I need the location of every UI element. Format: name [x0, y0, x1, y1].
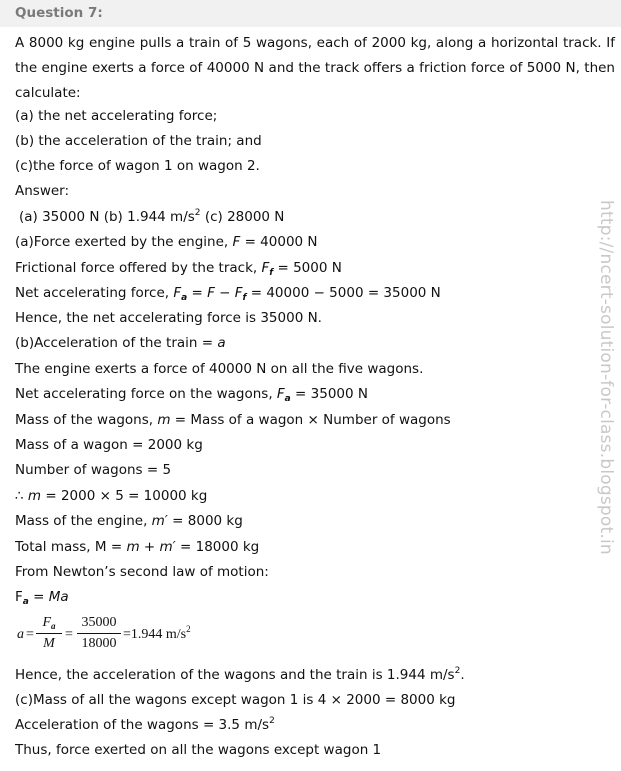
mass-result-line: ∴ m = 2000 × 5 = 10000 kg	[15, 488, 208, 504]
answer-label: Answer:	[15, 183, 70, 199]
question-text: A 8000 kg engine pulls a train of 5 wagons, each of 2000 kg, along a horizontal track. If the engine exerts a force of 40000 N and the track offers a friction force of 5000 N, then calculate:	[15, 35, 615, 101]
engine-mass-line: Mass of the engine, m′ = 8000 kg	[15, 513, 243, 529]
mass-except-wagon1-line: (c)Mass of all the wagons except wagon 1 is 4 × 2000 = 8000 kg	[15, 692, 456, 708]
acceleration-formula	[15, 614, 255, 658]
formula-result: =1.944 $m/s^2$	[123, 624, 191, 642]
part-c: (c)the force of wagon 1 on wagon 2.	[15, 158, 260, 174]
wagon-acceleration-line: Acceleration of the wagons = 3.5 $m/s^2$	[15, 716, 275, 733]
acceleration-conclusion: Hence, the acceleration of the wagons and the train is 1.944 $m/s^2$.	[15, 666, 465, 683]
engine-force-line: The engine exerts a force of 40000 N on all the five wagons.	[15, 361, 424, 377]
answer-summary: (a) 35000 N (b) 1.944 $m/s^2$ (c) 28000 N	[19, 208, 285, 225]
net-force-wagons-line: Net accelerating force on the wagons, $F_a = 35000$ N	[15, 386, 368, 404]
force-wagons-line: Thus, force exerted on all the wagons except wagon 1	[15, 742, 382, 758]
acceleration-line: (b)Acceleration of the train = a	[15, 335, 226, 351]
formula-fraction-1: $F_a$ M	[36, 615, 62, 652]
formula-eq1: =	[26, 627, 34, 642]
question-heading: Question 7:	[0, 0, 621, 27]
newton-law-line: From Newton’s second law of motion:	[15, 564, 269, 580]
watermark	[594, 200, 618, 570]
number-wagons-line: Number of wagons = 5	[15, 462, 172, 478]
newton-equation-line: $F_a = Ma$	[15, 589, 69, 607]
net-force-conclusion: Hence, the net accelerating force is 35000 N.	[15, 310, 322, 326]
force-engine-line: (a)Force exerted by the engine, F = 40000 N	[15, 234, 318, 250]
mass-wagons-line: Mass of the wagons, m = Mass of a wagon × Number of wagons	[15, 412, 451, 428]
total-mass-line: Total mass, M = m + m′ = 18000 kg	[15, 539, 260, 555]
friction-force-line: Frictional force offered by the track, $F_f = 5000$ N	[15, 260, 342, 278]
part-a: (a) the net accelerating force;	[15, 108, 218, 124]
watermark-text: http://ncert-solution-for-class.blogspot.in	[596, 200, 616, 555]
formula-lhs: a	[17, 627, 24, 642]
formula-fraction-2: 35000 18000	[77, 615, 121, 652]
formula-eq2: =	[65, 627, 73, 642]
part-b: (b) the acceleration of the train; and	[15, 133, 262, 149]
mass-wagon-line: Mass of a wagon = 2000 kg	[15, 437, 203, 453]
net-force-line: Net accelerating force, $F_a = F - F_f = 40000 - 5000 = 35000$ N	[15, 285, 441, 303]
